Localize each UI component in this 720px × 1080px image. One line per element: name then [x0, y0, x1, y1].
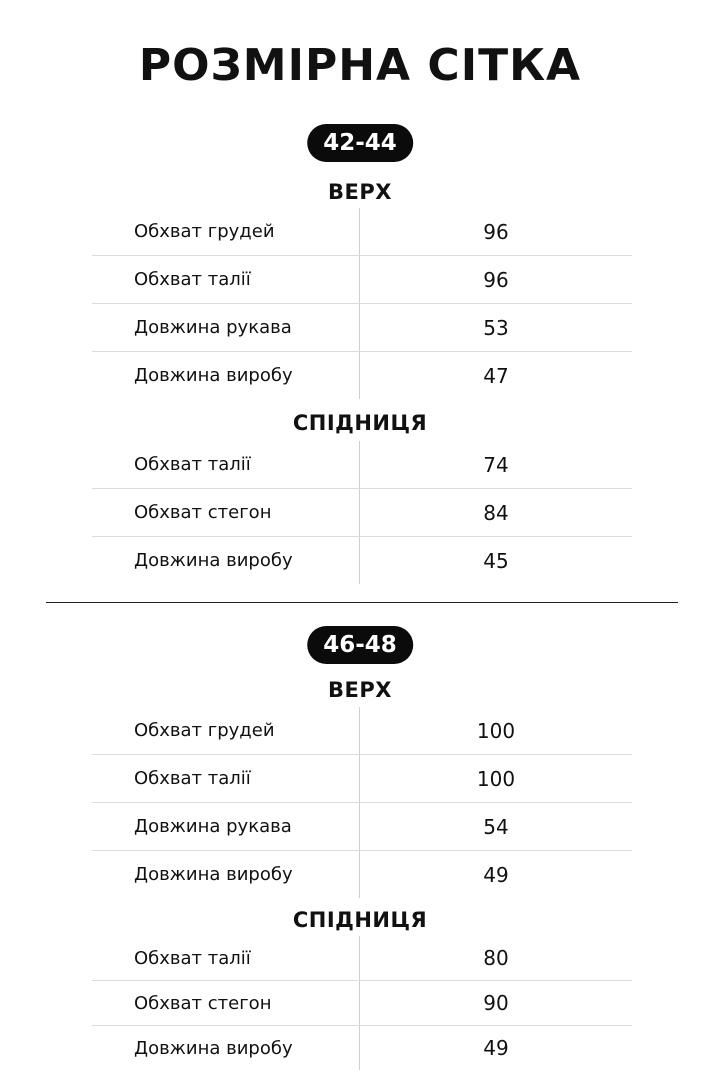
measure-value: 74	[483, 452, 509, 477]
table-row	[92, 803, 632, 851]
page-title: РОЗМІРНА СІТКА	[138, 40, 582, 91]
measure-label: Довжина рукава	[92, 803, 360, 850]
size-table-top	[92, 707, 632, 898]
table-row	[92, 851, 632, 898]
table-row	[92, 981, 632, 1026]
table-row	[92, 256, 632, 304]
measure-value: 84	[483, 500, 509, 525]
table-row	[92, 352, 632, 399]
size-table-skirt	[92, 936, 632, 1070]
measure-label: Обхват талії	[92, 441, 360, 488]
table-row	[92, 208, 632, 256]
measure-value: 100	[476, 718, 516, 743]
measure-label: Обхват грудей	[92, 208, 360, 255]
measure-label: Довжина виробу	[92, 851, 360, 898]
table-row	[92, 441, 632, 489]
measure-label: Обхват талії	[92, 755, 360, 802]
section-heading-top: ВЕРХ	[328, 678, 392, 702]
measure-value: 100	[476, 766, 516, 791]
measure-value: 45	[483, 548, 509, 573]
measure-value: 53	[483, 315, 509, 340]
section-heading-top: ВЕРХ	[328, 180, 392, 204]
measure-value: 90	[483, 991, 509, 1015]
section-heading-skirt: СПІДНИЦЯ	[292, 411, 428, 435]
size-table-top	[92, 208, 632, 399]
measure-value: 49	[483, 1036, 509, 1060]
measure-label: Довжина виробу	[92, 537, 360, 584]
measure-value: 96	[483, 267, 509, 292]
table-row	[92, 1026, 632, 1070]
measure-label: Довжина рукава	[92, 304, 360, 351]
measure-value: 96	[483, 219, 509, 244]
measure-label: Довжина виробу	[92, 1026, 360, 1070]
section-divider	[46, 602, 678, 603]
measure-value: 54	[483, 814, 509, 839]
measure-label: Обхват грудей	[92, 707, 360, 754]
measure-value: 49	[483, 862, 509, 887]
size-table-skirt	[92, 441, 632, 584]
table-row	[92, 489, 632, 537]
size-badge-46-48: 46-48	[307, 626, 413, 664]
measure-value: 47	[483, 363, 509, 388]
table-row	[92, 755, 632, 803]
table-row	[92, 537, 632, 584]
measure-label: Обхват стегон	[92, 981, 360, 1025]
measure-value: 80	[483, 946, 509, 970]
measure-label: Обхват талії	[92, 256, 360, 303]
table-row	[92, 936, 632, 981]
measure-label: Обхват стегон	[92, 489, 360, 536]
section-heading-skirt: СПІДНИЦЯ	[292, 908, 428, 932]
table-row	[92, 304, 632, 352]
measure-label: Обхват талії	[92, 936, 360, 980]
measure-label: Довжина виробу	[92, 352, 360, 399]
size-badge-42-44: 42-44	[307, 124, 413, 162]
table-row	[92, 707, 632, 755]
